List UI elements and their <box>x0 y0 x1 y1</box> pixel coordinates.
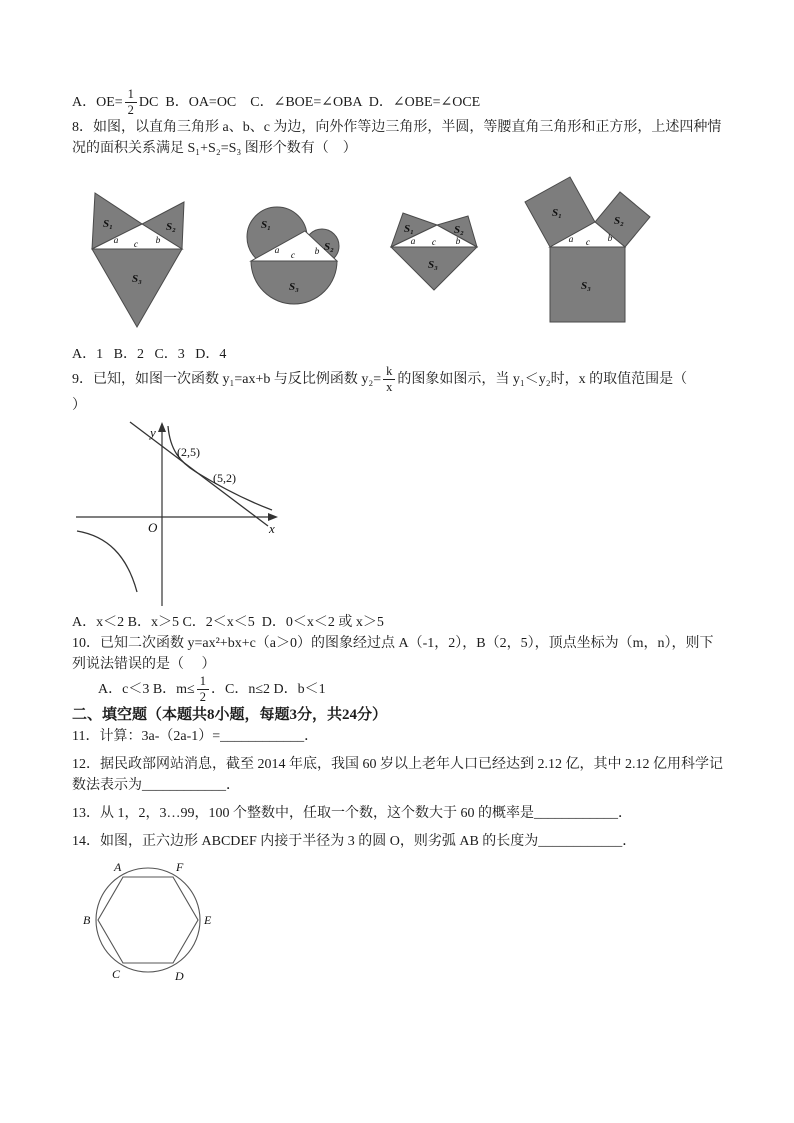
vertex-a-label: A <box>114 860 122 875</box>
label-s3: S₃ <box>581 280 591 293</box>
q10-answers-post: ．C．n≤2 D．b＜1 <box>211 681 326 697</box>
question13-text: 13．从 1，2，3…99，100 个整数中，任取一个数，这个数大于 60 的概率是____________． <box>72 806 632 822</box>
question12-text: 12．据民政部网站消息，截至 2014 年底，我国 60 岁以上老年人口已经达到 2.12 亿，其中 2.12 亿用科学记数法表示为____________． <box>72 757 723 794</box>
figure-squares <box>515 167 665 327</box>
figure-equilateral-triangles <box>72 179 207 334</box>
figure-isosceles-right-triangles <box>379 189 489 304</box>
question9-text <box>72 365 726 394</box>
hyperbola-branch-1 <box>168 426 272 510</box>
question10-answers <box>72 675 726 704</box>
label-s1: S₁ <box>103 218 113 231</box>
s3-shape <box>92 249 182 327</box>
fraction-denominator: 2 <box>199 689 206 704</box>
label-s3: S₃ <box>289 281 299 294</box>
fraction-k-over-x <box>383 365 395 394</box>
x-axis-label: x <box>269 520 275 536</box>
question10-text: 10．已知二次函数 y=ax²+bx+c（a＞0）的图象经过点 A（-1，2），B（2，5），顶点坐标为（m，n），则下列说法错误的是（ ） <box>72 635 714 672</box>
point-5-2-label: (5,2) <box>213 470 236 485</box>
label-s1: S₁ <box>404 223 414 236</box>
question8-answers: A．1 B．2 C．3 D．4 <box>72 347 227 363</box>
point-2-5-label: (2,5) <box>177 444 200 459</box>
label-s2: S₂ <box>166 221 176 234</box>
fraction-denominator: x <box>386 380 393 395</box>
label-b: b <box>314 247 320 258</box>
fraction-numerator: 1 <box>125 88 137 103</box>
figure-semicircles <box>233 189 353 309</box>
fraction-denominator: 2 <box>127 103 134 118</box>
question7-options-line <box>72 88 726 117</box>
label-c: c <box>585 238 591 249</box>
label-a: a <box>568 235 574 246</box>
y-axis-label: y <box>150 424 156 440</box>
label-s2: S₂ <box>614 215 624 228</box>
label-a: a <box>274 246 280 257</box>
x-axis-arrow <box>268 513 278 521</box>
question8-figures <box>72 167 726 334</box>
q10-answers-pre: A．c＜3 B．m≤ <box>98 681 195 697</box>
fraction-one-half <box>197 675 209 704</box>
fraction-numerator: 1 <box>197 675 209 690</box>
label-s1: S₁ <box>552 207 562 220</box>
hexagon <box>98 877 198 963</box>
label-s2: S₂ <box>324 241 334 254</box>
label-c: c <box>290 251 296 262</box>
label-b: b <box>455 237 461 248</box>
section2-header: 二、填空题（本题共8小题，每题3分，共24分） <box>72 706 388 723</box>
question14-text: 14．如图，正六边形 ABCDEF 内接于半径为 3 的圆 O，则劣弧 AB 的长度为____________． <box>72 834 637 850</box>
y-axis-arrow <box>158 422 166 432</box>
label-a: a <box>410 237 416 248</box>
vertex-e-label: E <box>204 913 212 928</box>
vertex-b-label: B <box>83 913 91 928</box>
label-s3: S₃ <box>132 273 142 286</box>
question14-hexagon-figure <box>78 858 228 990</box>
vertex-c-label: C <box>112 967 121 982</box>
q7-options-post: DC B．OA=OC C．∠BOE=∠OBA D．∠OBE=∠OCE <box>138 94 481 110</box>
label-s1: S₁ <box>261 219 271 232</box>
vertex-d-label: D <box>175 969 184 984</box>
label-c: c <box>431 238 437 249</box>
q9-text-post: 的图象如图示，当 y₁＜y₂时，x 的取值范围是（ <box>397 372 688 388</box>
label-b: b <box>155 236 161 247</box>
circumscribed-circle <box>96 868 200 972</box>
hyperbola-branch-3 <box>77 531 137 592</box>
question9-close-paren: ） <box>72 397 86 413</box>
question11-text: 11．计算：3a-（2a-1）=____________． <box>72 729 319 745</box>
label-s2: S₂ <box>454 224 464 237</box>
vertex-f-label: F <box>176 860 184 875</box>
label-a: a <box>113 236 119 247</box>
fraction-numerator: k <box>383 365 395 380</box>
label-c: c <box>133 240 139 251</box>
q7-options-pre: A．OE= <box>72 94 123 110</box>
origin-label: O <box>148 519 158 535</box>
question9-answers: A．x＜2 B．x＞5 C．2＜x＜5 D．0＜x＜2 或 x＞5 <box>72 614 384 630</box>
question9-graph <box>72 420 282 610</box>
q9-text-pre: 9．已知，如图一次函数 y₁=ax+b 与反比例函数 y₂= <box>72 372 382 388</box>
label-s3: S₃ <box>428 259 438 272</box>
question8-text: 8．如图，以直角三角形 a、b、c 为边，向外作等边三角形，半圆，等腰直角三角形和正方形，上述四种情况的面积关系满足 S₁+S₂=S₃ 图形个数有（ ） <box>72 120 722 157</box>
label-b: b <box>607 234 613 245</box>
fraction-one-half <box>125 88 137 117</box>
